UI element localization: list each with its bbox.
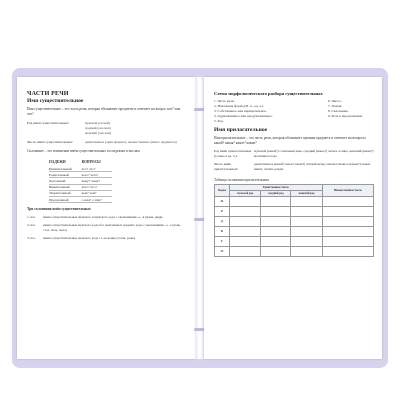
page-heading: ЧАСТИ РЕЧИ	[27, 91, 69, 97]
declension-2: 2 скл. имена существительные мужского рода без окончания и среднего рода с окончаниями -о, -е (конь, стол, поле, окно).	[27, 223, 181, 232]
declension-1: 1 скл. имена существительные женского и мужского рода с окончаниями -а, -я (мама, дядя).	[27, 215, 164, 220]
noun-gender-row	[27, 121, 187, 135]
cases-header-case: ПАДЕЖИ	[49, 159, 66, 164]
table-row: И.	[215, 197, 374, 207]
adjective-definition: Имя прилагательное – это часть речи, которая обозначает признак предмета и отвечает на вопросы какой? какая? какое? какие?	[214, 136, 366, 146]
adjective-declension-table: Падеж Единственное число Множественное число мужской род средний род женский род И. Р. Д. В. Т. П.	[214, 184, 374, 257]
adjective-gender-value: мужской (какой?) солнечный день, средний (какое?) летнее солнце, женский (какая?) весенняя погода	[254, 149, 374, 159]
noun-number-label: Число имён существительных:	[27, 139, 74, 144]
table-header-plural: Множественное число	[322, 185, 373, 197]
cases-header-question: ВОПРОСЫ	[81, 159, 101, 164]
adjective-number-label: Число имён прилагательных:	[214, 162, 239, 172]
right-page	[204, 77, 382, 359]
scheme-list: 1. Часть речи. 6. Число. 2. Начальная форма (И. п., ед. ч.). 7. Падеж. 3. Собственное или нарицательное. 8. Склонение. 4. Одушевлённое или неодушевлённое. 9. Роль в предложении. 5. Род.	[214, 99, 363, 123]
table-header-singular: Единственное число	[230, 185, 323, 191]
table-row: Творительный кем? чем?	[49, 190, 112, 196]
table-row: Именительный кто? что?	[49, 166, 112, 172]
table-row: Предложный о ком? о чём?	[49, 196, 112, 202]
adjective-gender-row	[214, 149, 374, 159]
noun-gender-label: Род имён существительных:	[27, 121, 70, 126]
adjective-number-row	[214, 162, 374, 172]
left-page	[17, 77, 195, 359]
table-row: Д.	[215, 217, 374, 227]
noun-gender-values: мужской (он мой) средний (оно моё) женский (она моя)	[85, 121, 111, 135]
declension-3: 3 скл. имена существительные женского рода с ь на конце (степь, рожь).	[27, 235, 136, 240]
noun-definition: Имя существительное – это часть речи, которая обозначает предметы и отвечает на вопрос кто? или что?	[27, 107, 181, 117]
noun-number-row	[27, 140, 187, 145]
table-row: В.	[215, 227, 374, 237]
cases-table	[49, 160, 112, 203]
adjective-subheading: Имя прилагательное	[214, 127, 268, 133]
table-row: П.	[215, 247, 374, 257]
table-row: Винительный кого? что?	[49, 184, 112, 190]
table-row: Р.	[215, 207, 374, 217]
noun-number-value: единственное (один предмет), множественное (много предметов)	[85, 139, 177, 144]
scheme-title: Схема морфологического разбора существительных	[214, 91, 323, 96]
noun-subheading: Имя существительное	[27, 98, 84, 104]
table-header-case: Падеж	[215, 185, 230, 197]
table-row: Родительный кого? чего?	[49, 172, 112, 178]
table-row: Т.	[215, 237, 374, 247]
table-row: Дательный кому? чему?	[49, 178, 112, 184]
adjective-number-value: единственное (какой? какое? какая?) тёплый вечер; множественное (какие?) новые книги, летние дожди	[254, 162, 371, 172]
declensions-title: Три склонения имён существительных	[27, 207, 91, 212]
declension-table-title: Таблица склонения прилагательных	[214, 178, 270, 183]
adjective-gender-label: Род имён прилагательных (только в ед. ч.):	[214, 149, 252, 159]
declension-text: Склонение – это изменение имён существительных по падежам и числам.	[27, 148, 141, 153]
